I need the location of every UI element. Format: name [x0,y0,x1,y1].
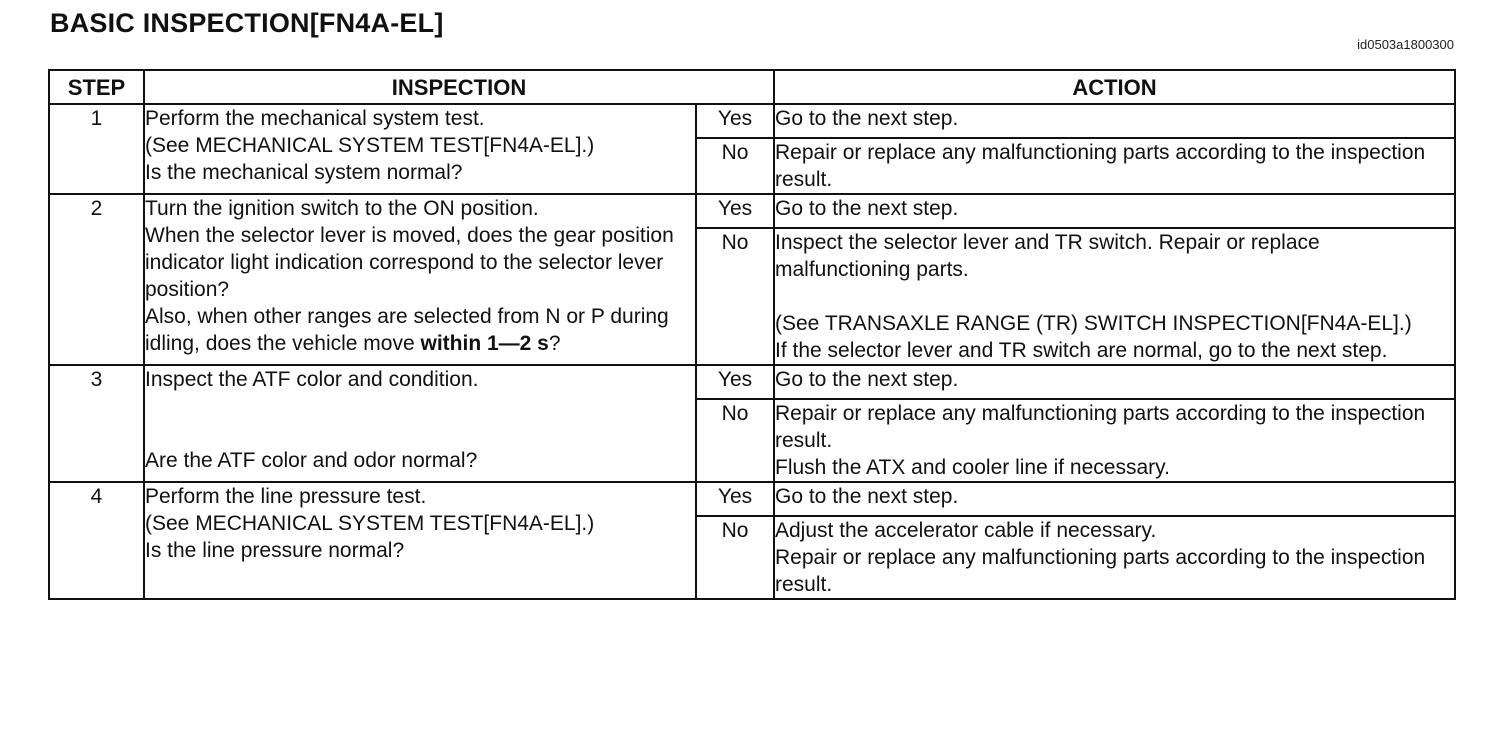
action-text: Adjust the accelerator cable if necessary. [775,519,1157,542]
action-text: Inspect the selector lever and TR switch. Repair or replace malfunctioning parts. [775,231,1320,281]
inspection-question: Is the line pressure normal? [145,539,405,562]
step-number: 4 [49,482,144,599]
inspection-question: When the selector lever is moved, does the gear position indicator light indication correspond to the selector lever position? [145,224,674,301]
spacer [145,420,695,447]
inspection-cell [144,194,696,365]
page-title: BASIC INSPECTION[FN4A-EL] [50,8,444,38]
spacer [145,393,695,420]
table-row [49,104,1455,138]
no-action [774,399,1455,482]
reference-text: (See TRANSAXLE RANGE (TR) SWITCH INSPECTION[FN4A-EL].) [775,312,1412,335]
no-label: No [696,516,774,599]
inspection-text: Also, when other ranges are selected from N or P during idling, does the vehicle move [145,305,669,355]
step-number: 3 [49,365,144,482]
yes-label: Yes [696,482,774,516]
table-row [49,365,1455,399]
action-text: Repair or replace any malfunctioning parts according to the inspection result. [775,546,1426,596]
inspection-text: Perform the mechanical system test. [145,107,485,130]
inspection-cell [144,104,696,194]
header-inspection: INSPECTION [144,70,774,104]
inspection-text: Perform the line pressure test. [145,485,427,508]
inspection-text: Turn the ignition switch to the ON position. [145,197,539,220]
yes-action: Go to the next step. [774,365,1455,399]
no-label: No [696,399,774,482]
step-number: 1 [49,104,144,194]
inspection-question: Are the ATF color and odor normal? [145,449,478,472]
action-text: Repair or replace any malfunctioning parts according to the inspection result. [775,141,1426,191]
table-row [49,482,1455,516]
yes-label: Yes [696,194,774,228]
spacer [775,283,1454,310]
step-number: 2 [49,194,144,365]
reference-text: (See MECHANICAL SYSTEM TEST[FN4A-EL].) [145,134,595,157]
time-spec: within 1—2 s [420,332,549,355]
table-header-row [49,70,1455,104]
yes-label: Yes [696,365,774,399]
action-text: If the selector lever and TR switch are normal, go to the next step. [775,339,1388,362]
inspection-table [48,69,1456,600]
question-mark: ? [548,332,561,355]
inspection-text: Inspect the ATF color and condition. [145,368,479,391]
inspection-cell [144,365,696,482]
no-label: No [696,138,774,194]
header-step: STEP [49,70,144,104]
no-action [774,516,1455,599]
document-id: id0503a1800300 [1357,37,1454,52]
yes-action: Go to the next step. [774,104,1455,138]
no-label: No [696,228,774,365]
action-text: Repair or replace any malfunctioning parts according to the inspection result. [775,402,1426,452]
yes-action: Go to the next step. [774,482,1455,516]
inspection-question: Is the mechanical system normal? [145,161,463,184]
inspection-cell [144,482,696,599]
table-row [49,194,1455,228]
reference-text: (See MECHANICAL SYSTEM TEST[FN4A-EL].) [145,512,595,535]
no-action [774,138,1455,194]
yes-action: Go to the next step. [774,194,1455,228]
no-action [774,228,1455,365]
header-action: ACTION [774,70,1455,104]
yes-label: Yes [696,104,774,138]
inspection-question-continued [145,303,695,357]
action-text: Flush the ATX and cooler line if necessary. [775,456,1170,479]
